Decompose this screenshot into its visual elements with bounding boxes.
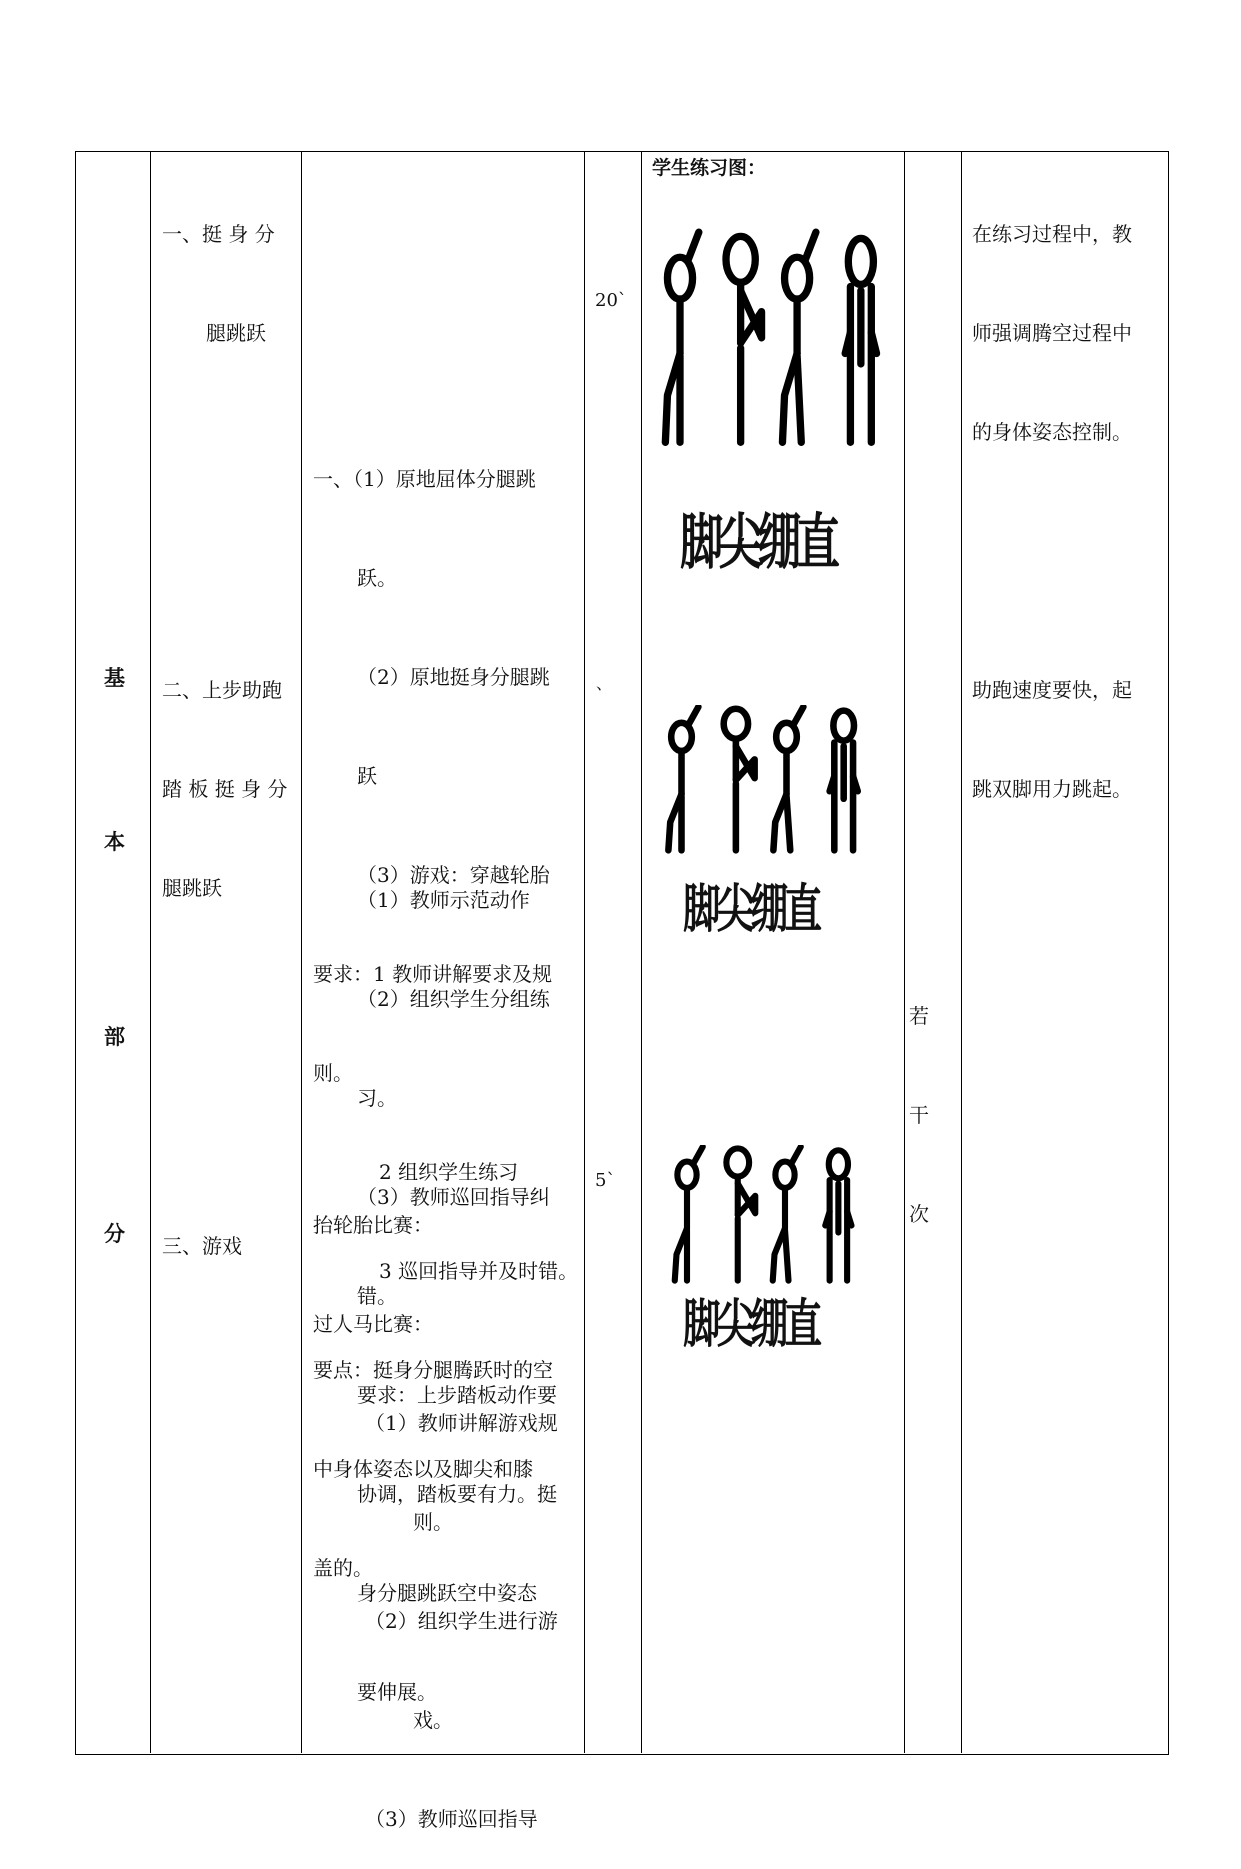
text-line: 则。 (413, 1510, 453, 1534)
section-char: 部 (104, 1025, 125, 1049)
column-divider (961, 151, 962, 1753)
text-line: 习。 (357, 1086, 397, 1110)
text-line: 协调，踏板要有力。挺 (357, 1482, 557, 1506)
text-line: 要点：挺身分腿腾跃时的空 (313, 1358, 553, 1382)
text-line: （2）组织学生进行游 (365, 1609, 558, 1633)
text-line: 抬轮胎比赛： (313, 1213, 433, 1237)
text-line: 要求：1 教师讲解要求及规 (313, 962, 553, 986)
text-line: 3 巡回指导并及时错。 (379, 1259, 579, 1283)
count-char: 若 (909, 1004, 929, 1028)
text-line: 2 组织学生练习 (379, 1160, 519, 1184)
section-char: 本 (104, 830, 125, 854)
text-line: 一、挺 身 分 (162, 222, 275, 246)
count-char: 次 (909, 1202, 929, 1226)
diagram-caption: 脚尖绷直 (683, 880, 819, 940)
text-line: （3）游戏：穿越轮胎 (357, 863, 550, 887)
text-line: 跃。 (357, 566, 397, 590)
organization-part3 (313, 1143, 558, 1869)
time-mark: 、 (596, 674, 613, 693)
text-line: （3）教师巡回指导 (365, 1807, 538, 1831)
diagram-title: 学生练习图： (652, 157, 767, 179)
column-divider (641, 151, 642, 1753)
text-line: 的身体姿态控制。 (972, 420, 1132, 444)
text-line: 戏。 (413, 1708, 453, 1732)
text-line: 一、（1）原地屈体分腿跳 (313, 467, 536, 491)
text-line: 中身体姿态以及脚尖和膝 (313, 1457, 533, 1481)
text-line: （3）教师巡回指导纠 (357, 1185, 550, 1209)
text-line: （2）组织学生分组练 (357, 987, 550, 1011)
section-char: 分 (104, 1222, 125, 1246)
text-line: 跃 (357, 764, 377, 788)
count-text (909, 934, 929, 1264)
text-line: 师强调腾空过程中 (972, 321, 1132, 345)
text-line: 助跑速度要快，起 (972, 678, 1132, 702)
text-line: 二、上步助跑 (162, 678, 282, 702)
content-item (162, 608, 287, 938)
stick-figure-diagram (652, 1145, 876, 1285)
text-line: 过人马比赛： (313, 1312, 433, 1336)
section-char: 基 (104, 666, 125, 690)
column-divider (584, 151, 585, 1753)
text-line: （2）原地挺身分腿跳 (357, 665, 550, 689)
text-line: 身分腿跳跃空中姿态 (357, 1581, 537, 1605)
column-divider (904, 151, 905, 1753)
diagram-caption: 脚尖绷直 (680, 508, 836, 578)
text-line: 要求：上步踏板动作要 (357, 1383, 557, 1407)
column-divider (150, 151, 151, 1753)
time-value: 5` (595, 1170, 616, 1191)
text-line: （1）教师示范动作 (357, 888, 530, 912)
text-line: 跳双脚用力跳起。 (972, 777, 1132, 801)
diagram-caption: 脚尖绷直 (683, 1295, 819, 1355)
text-line: 在练习过程中，教 (972, 222, 1132, 246)
text-line: 腿跳跃 (206, 321, 266, 345)
text-line: 要伸展。 (357, 1680, 437, 1704)
content-item (162, 1164, 242, 1296)
stick-figure-diagram (652, 228, 892, 458)
time-value: 20` (595, 290, 627, 311)
text-line: （1）教师讲解游戏规 (365, 1411, 558, 1435)
content-item (162, 152, 275, 383)
text-line: 错。 (357, 1284, 397, 1308)
count-char: 干 (909, 1103, 929, 1127)
text-line: 腿跳跃 (162, 876, 222, 900)
text-line: 盖的。 (313, 1556, 373, 1580)
text-line: 三、游戏 (162, 1234, 242, 1258)
note-block (972, 608, 1132, 839)
text-line: 则。 (313, 1061, 353, 1085)
stick-figure-diagram (652, 705, 876, 855)
text-line: 踏 板 挺 身 分 (162, 777, 288, 801)
column-divider (301, 151, 302, 1753)
note-block (972, 152, 1132, 482)
